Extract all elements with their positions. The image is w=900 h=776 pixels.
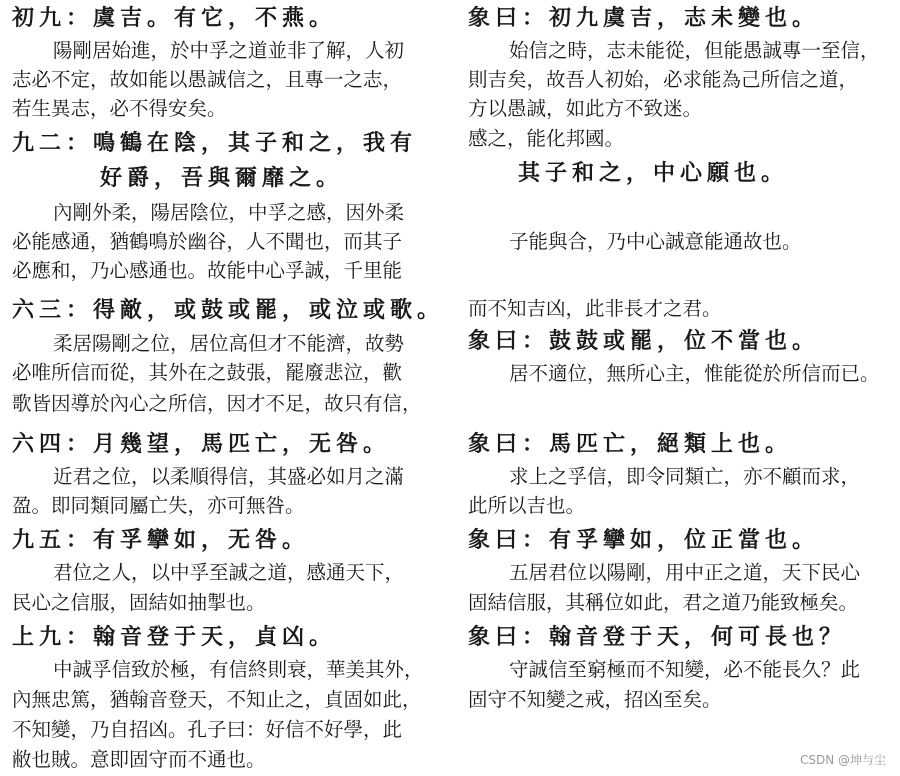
commentary-line: 始信之時，志未能從，但能愚誠專一至信， bbox=[509, 39, 880, 62]
commentary-line: 內剛外柔，陽居陰位，中孚之感，因外柔 bbox=[53, 201, 405, 224]
commentary-line: 感之，能化邦國。 bbox=[468, 127, 625, 150]
line-hexagram-2: 九二：鳴鶴在陰，其子和之，我有 bbox=[12, 130, 418, 156]
xiang-heading-4: 象曰：馬匹亡，絕類上也。 bbox=[468, 431, 793, 457]
commentary-line: 居不適位，無所心主，惟能從於所信而已。 bbox=[509, 362, 880, 385]
commentary-line: 此所以吉也。 bbox=[468, 494, 586, 517]
commentary-line: 近君之位，以柔順得信，其盛必如月之滿 bbox=[53, 465, 405, 488]
commentary-line: 志必不定，故如能以愚誠信之，且專一之志， bbox=[12, 68, 403, 91]
commentary-line: 內無忠篤，猶翰音登天，不知止之，貞固如此， bbox=[12, 688, 422, 711]
commentary-line: 守誠信至窮極而不知變，必不能長久？此 bbox=[509, 658, 861, 681]
commentary-line: 民心之信服，固結如抽掣也。 bbox=[12, 591, 266, 614]
watermark: CSDN @坤与尘 bbox=[799, 753, 886, 767]
commentary-line: 若生異志，必不得安矣。 bbox=[12, 97, 227, 120]
commentary-line: 固結信服，其稱位如此，君之道乃能致極矣。 bbox=[468, 591, 859, 614]
line-hexagram-5: 九五：有孚攣如，无咎。 bbox=[12, 527, 310, 553]
commentary-line: 而不知吉凶，此非長才之君。 bbox=[468, 297, 722, 320]
commentary-line: 必應和，乃心感通也。故能中心孚誠，千里能 bbox=[12, 259, 403, 282]
commentary-line: 必能感通，猶鶴鳴於幽谷，人不聞也，而其子 bbox=[12, 230, 403, 253]
commentary-line: 君位之人，以中孚至誠之道，感通天下， bbox=[53, 561, 405, 584]
commentary-line: 不知變，乃自招凶。孔子曰：好信不好學，此 bbox=[12, 718, 403, 741]
xiang-heading-1: 象曰：初九虞吉，志未變也。 bbox=[468, 5, 820, 31]
commentary-line: 求上之孚信，即令同類亡，亦不顧而求， bbox=[509, 465, 861, 488]
xiang-heading-3: 象曰：鼓鼓或罷，位不當也。 bbox=[468, 328, 820, 354]
commentary-line: 敝也賊。意即固守而不通也。 bbox=[12, 748, 266, 771]
commentary-line: 柔居陽剛之位，居位高但才不能濟，故勢 bbox=[53, 332, 405, 355]
xiang-heading-6: 象曰：翰音登于天，何可長也？ bbox=[468, 624, 847, 650]
commentary-line: 必唯所信而從，其外在之鼓張，罷廢悲泣，歡 bbox=[12, 361, 403, 384]
line-hexagram-3: 六三：得敵，或鼓或罷，或泣或歌。 bbox=[12, 297, 445, 323]
line-hexagram-6: 上九：翰音登于天，貞凶。 bbox=[12, 624, 337, 650]
commentary-line: 歌皆因導於內心之所信，因才不足，故只有信， bbox=[12, 392, 422, 415]
commentary-line: 固守不知變之戒，招凶至矣。 bbox=[468, 688, 722, 711]
commentary-line: 方以愚誠，如此方不致迷。 bbox=[468, 97, 703, 120]
line-hexagram-4: 六四：月幾望，馬匹亡，无咎。 bbox=[12, 431, 391, 457]
xiang-heading-2: 其子和之，中心願也。 bbox=[518, 160, 789, 186]
commentary-line: 陽剛居始進，於中孚之道並非了解，人初 bbox=[53, 39, 405, 62]
commentary-line: 子能與合，乃中心誠意能通故也。 bbox=[509, 230, 802, 253]
line-hexagram-1: 初九：虞吉。有它，不燕。 bbox=[12, 5, 337, 31]
commentary-line: 盈。即同類同屬亡失，亦可無咎。 bbox=[12, 494, 305, 517]
line-hexagram-2-cont: 好爵，吾與爾靡之。 bbox=[100, 165, 344, 191]
commentary-line: 五居君位以陽剛，用中正之道，天下民心 bbox=[509, 561, 861, 584]
xiang-heading-5: 象曰：有孚攣如，位正當也。 bbox=[468, 527, 820, 553]
commentary-line: 則吉矣，故吾人初始，必求能為己所信之道， bbox=[468, 68, 859, 91]
commentary-line: 中誠孚信致於極，有信終則衰，華美其外， bbox=[53, 658, 424, 681]
